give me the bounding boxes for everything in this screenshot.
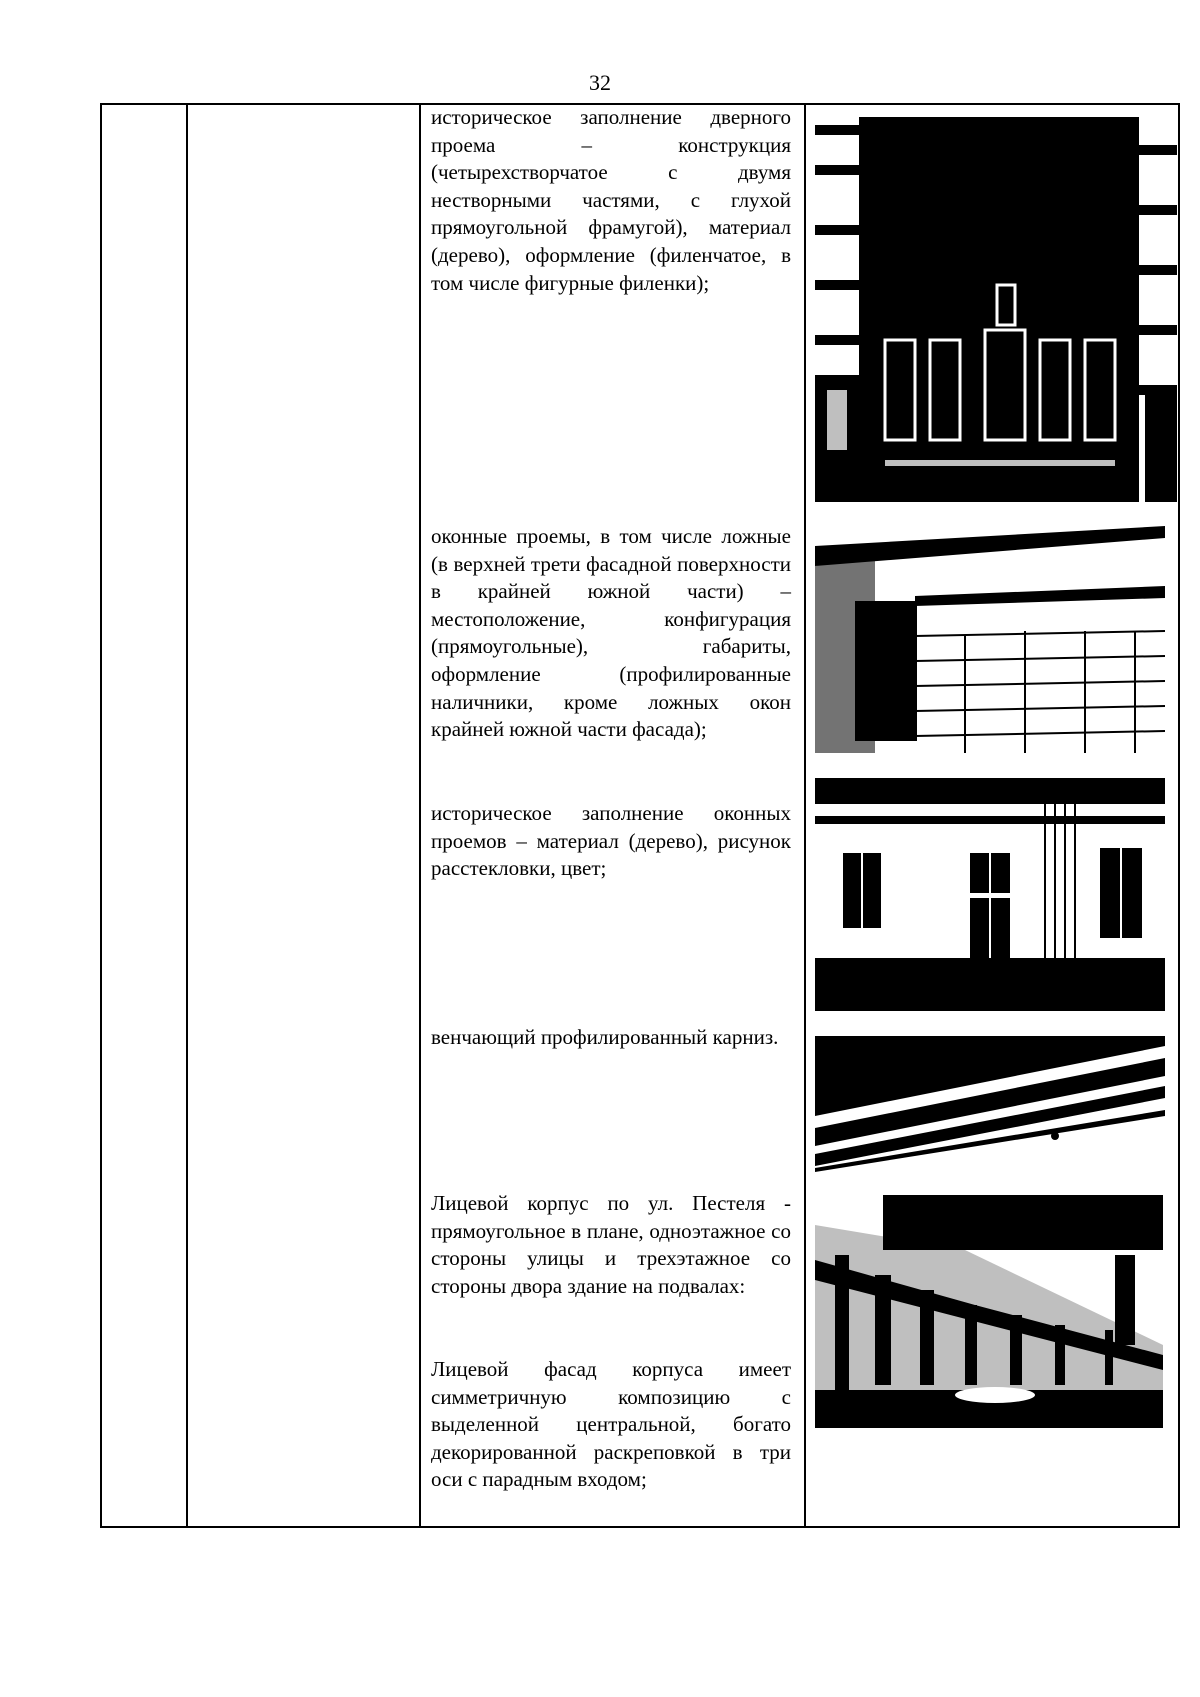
- window-filling-text: историческое заполнение оконных проемов – материал (дерево), рисунок расстекловки, цвет;: [431, 801, 791, 881]
- door-filling-text: историческое заполнение дверного проема – конструкция (четырехстворчатое с двумя нестворными частями, с глухой прямоугольной фрамугой), материал (дерево), оформление (филенчатое, в том числе фигурные филенки);: [431, 105, 791, 295]
- window-filling-photo: [815, 778, 1165, 1011]
- page-number: 32: [589, 70, 611, 95]
- cornice-text: венчающий профилированный карниз.: [431, 1025, 779, 1049]
- cornice-photo: [815, 1036, 1165, 1172]
- door-photo: [815, 105, 1177, 502]
- window-openings-text: оконные проемы, в том числе ложные (в верхней трети фасадной поверхности в крайней южной части) – местоположение, конфигурация (прямоугольные), габариты, оформление (профилированные наличники, кроме ложных окон крайней южной части фасада);: [431, 524, 791, 742]
- column-divider-1: [186, 103, 188, 1528]
- front-building-photo: [815, 1195, 1163, 1428]
- column-divider-3: [804, 103, 806, 1528]
- column-divider-2: [419, 103, 421, 1528]
- front-building-text: Лицевой корпус по ул. Пестеля - прямоугольное в плане, одноэтажное со стороны улицы и трехэтажное со стороны двора здание на подвалах:: [431, 1191, 791, 1298]
- front-facade-text: Лицевой фасад корпуса имеет симметричную композицию с выделенной центральной, богато декорированной раскреповкой в три оси с парадным входом;: [431, 1357, 791, 1492]
- window-openings-photo: [815, 526, 1165, 753]
